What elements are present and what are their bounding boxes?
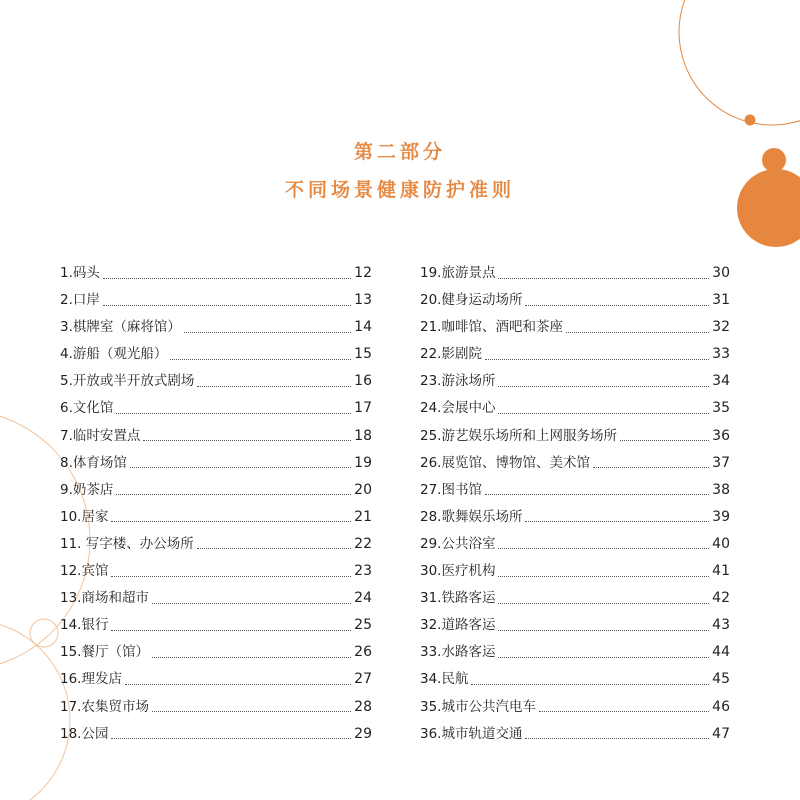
toc-entry-label: 36.城市轨道交通	[420, 725, 523, 742]
toc-entry-page-number: 22	[354, 535, 372, 552]
toc-entry[interactable]	[60, 477, 372, 504]
toc-entry[interactable]	[420, 368, 730, 395]
toc-entry-label: 20.健身运动场所	[420, 292, 523, 309]
toc-leader-dots	[498, 412, 709, 414]
small-dot-top-right	[745, 115, 756, 126]
toc-entry-label: 15.餐厅（馆）	[60, 644, 149, 661]
toc-entry-page-number: 38	[712, 481, 730, 498]
toc-entry[interactable]	[420, 504, 730, 531]
toc-entry-label: 26.展览馆、博物馆、美术馆	[420, 454, 590, 471]
small-outline-circle-left	[30, 619, 58, 647]
toc-entry-page-number: 20	[354, 481, 372, 498]
toc-entry-label: 13.商场和超市	[60, 590, 149, 607]
toc-entry-page-number: 21	[354, 508, 372, 525]
toc-entry[interactable]	[420, 639, 730, 666]
toc-entry-page-number: 35	[712, 400, 730, 417]
toc-entry-label: 32.道路客运	[420, 617, 496, 634]
page-title: 不同场景健康防护准则	[284, 179, 515, 201]
toc-leader-dots	[498, 547, 709, 549]
toc-leader-dots	[152, 602, 351, 604]
toc-entry[interactable]	[60, 666, 372, 693]
toc-entry-page-number: 27	[354, 671, 372, 688]
toc-entry-page-number: 34	[712, 373, 730, 390]
toc-entry-label: 34.民航	[420, 671, 469, 688]
toc-entry-label: 33.水路客运	[420, 644, 496, 661]
toc-entry-label: 1.码头	[60, 265, 100, 281]
toc-entry-label: 12.宾馆	[60, 563, 109, 580]
toc-entry-page-number: 28	[354, 698, 372, 715]
toc-entry[interactable]	[420, 531, 730, 558]
toc-entry[interactable]	[60, 314, 372, 341]
toc-entry[interactable]	[420, 450, 730, 477]
toc-leader-dots	[125, 683, 351, 685]
toc-leader-dots	[184, 331, 351, 333]
toc-entry[interactable]	[420, 477, 730, 504]
toc-entry-page-number: 30	[712, 265, 730, 281]
toc-entry-page-number: 13	[354, 292, 372, 309]
toc-leader-dots	[498, 385, 709, 387]
toc-entry-page-number: 42	[712, 590, 730, 607]
toc-leader-dots	[197, 385, 351, 387]
toc-leader-dots	[152, 710, 351, 712]
toc-leader-dots	[116, 493, 351, 495]
toc-entry-label: 35.城市公共汽电车	[420, 698, 536, 715]
toc-entry[interactable]	[60, 450, 372, 477]
toc-entry[interactable]	[420, 585, 730, 612]
toc-leader-dots	[111, 575, 351, 577]
toc-leader-dots	[471, 683, 709, 685]
toc-leader-dots	[111, 520, 351, 522]
toc-entry[interactable]	[60, 368, 372, 395]
toc-entry-label: 21.咖啡馆、酒吧和茶座	[420, 319, 563, 336]
toc-entry-label: 18.公园	[60, 725, 109, 742]
large-outline-circle-top-right	[679, 0, 800, 125]
toc-leader-dots	[593, 466, 709, 468]
toc-entry-page-number: 47	[712, 725, 730, 742]
toc-entry-label: 28.歌舞娱乐场所	[420, 508, 523, 525]
toc-entry-label: 29.公共浴室	[420, 535, 496, 552]
toc-entry[interactable]	[420, 395, 730, 422]
toc-entry-label: 6.文化馆	[60, 400, 114, 417]
toc-entry[interactable]	[60, 341, 372, 368]
toc-entry[interactable]	[420, 314, 730, 341]
toc-entry-label: 16.理发店	[60, 671, 122, 688]
toc-entry[interactable]	[60, 639, 372, 666]
toc-entry-page-number: 40	[712, 535, 730, 552]
toc-entry-page-number: 43	[712, 617, 730, 634]
toc-entry-label: 9.奶茶店	[60, 481, 114, 498]
toc-entry-page-number: 32	[712, 319, 730, 336]
toc-entry[interactable]	[60, 423, 372, 450]
toc-entry-label: 3.棋牌室（麻将馆）	[60, 319, 181, 336]
toc-right-column	[420, 260, 730, 748]
toc-leader-dots	[197, 547, 351, 549]
toc-leader-dots	[103, 304, 351, 306]
toc-leader-dots	[498, 602, 709, 604]
toc-leader-dots	[498, 575, 709, 577]
toc-entry-label: 2.口岸	[60, 292, 100, 309]
toc-entry-label: 27.图书馆	[420, 481, 482, 498]
toc-leader-dots	[525, 737, 709, 739]
toc-entry-label: 17.农集贸市场	[60, 698, 149, 715]
toc-entry[interactable]	[60, 531, 372, 558]
toc-leader-dots	[485, 493, 709, 495]
toc-entry[interactable]	[60, 694, 372, 721]
toc-leader-dots	[498, 277, 709, 279]
toc-entry[interactable]	[420, 423, 730, 450]
toc-leader-dots	[485, 358, 709, 360]
toc-leader-dots	[116, 412, 351, 414]
toc-leader-dots	[498, 656, 709, 658]
toc-leader-dots	[111, 629, 351, 631]
toc-leader-dots	[130, 466, 351, 468]
toc-entry-page-number: 29	[354, 725, 372, 742]
toc-leader-dots	[143, 439, 351, 441]
toc-leader-dots	[539, 710, 709, 712]
toc-entry[interactable]	[420, 612, 730, 639]
toc-leader-dots	[170, 358, 351, 360]
toc-entry-label: 31.铁路客运	[420, 590, 496, 607]
toc-entry[interactable]	[420, 694, 730, 721]
toc-entry[interactable]	[420, 666, 730, 693]
toc-entry-page-number: 31	[712, 292, 730, 309]
toc-entry[interactable]	[420, 287, 730, 314]
toc-entry-page-number: 15	[354, 346, 372, 363]
toc-entry-page-number: 16	[354, 373, 372, 390]
toc-entry[interactable]	[420, 341, 730, 368]
toc-entry-page-number: 36	[712, 427, 730, 444]
toc-entry-page-number: 45	[712, 671, 730, 688]
toc-leader-dots	[525, 520, 709, 522]
toc-entry-page-number: 18	[354, 427, 372, 444]
toc-entry[interactable]	[60, 287, 372, 314]
toc-entry-page-number: 46	[712, 698, 730, 715]
toc-entry[interactable]	[60, 260, 372, 287]
toc-entry-page-number: 19	[354, 454, 372, 471]
toc-left-column	[60, 260, 372, 748]
toc-leader-dots	[152, 656, 351, 658]
toc-entry[interactable]	[60, 558, 372, 585]
toc-entry-page-number: 12	[354, 265, 372, 281]
toc-leader-dots	[525, 304, 709, 306]
toc-leader-dots	[103, 277, 351, 279]
toc-entry[interactable]	[420, 721, 730, 748]
toc-leader-dots	[620, 439, 709, 441]
toc-entry[interactable]	[60, 612, 372, 639]
toc-entry-label: 22.影剧院	[420, 346, 482, 363]
toc-entry-label: 4.游船（观光船）	[60, 346, 168, 363]
toc-entry-page-number: 37	[712, 454, 730, 471]
toc-entry[interactable]	[60, 504, 372, 531]
toc-entry-page-number: 25	[354, 617, 372, 634]
toc-entry-label: 14.银行	[60, 617, 109, 634]
toc-entry-label: 25.游艺娱乐场所和上网服务场所	[420, 427, 617, 444]
toc-entry-label: 23.游泳场所	[420, 373, 496, 390]
toc-entry-label: 30.医疗机构	[420, 563, 496, 580]
toc-leader-dots	[566, 331, 709, 333]
toc-entry-label: 7.临时安置点	[60, 427, 141, 444]
toc-entry-label: 24.会展中心	[420, 400, 496, 417]
toc-leader-dots	[498, 629, 709, 631]
toc-entry[interactable]	[60, 395, 372, 422]
toc-entry-page-number: 17	[354, 400, 372, 417]
toc-entry-page-number: 24	[354, 590, 372, 607]
toc-entry-label: 19.旅游景点	[420, 265, 496, 281]
toc-entry-page-number: 26	[354, 644, 372, 661]
toc-entry-page-number: 33	[712, 346, 730, 363]
toc-entry[interactable]	[420, 558, 730, 585]
toc-entry-page-number: 14	[354, 319, 372, 336]
toc-entry-label: 11. 写字楼、办公场所	[60, 535, 194, 552]
toc-entry-page-number: 39	[712, 508, 730, 525]
toc-entry[interactable]	[420, 260, 730, 287]
toc-entry-label: 10.居家	[60, 508, 109, 525]
toc-entry-label: 8.体育场馆	[60, 454, 127, 471]
toc-entry[interactable]	[60, 585, 372, 612]
toc-entry[interactable]	[60, 721, 372, 748]
toc-leader-dots	[111, 737, 351, 739]
part-heading: 第二部分	[353, 141, 446, 163]
toc-entry-page-number: 44	[712, 644, 730, 661]
toc-entry-page-number: 41	[712, 563, 730, 580]
toc-entry-page-number: 23	[354, 563, 372, 580]
toc-entry-label: 5.开放或半开放式剧场	[60, 373, 195, 390]
